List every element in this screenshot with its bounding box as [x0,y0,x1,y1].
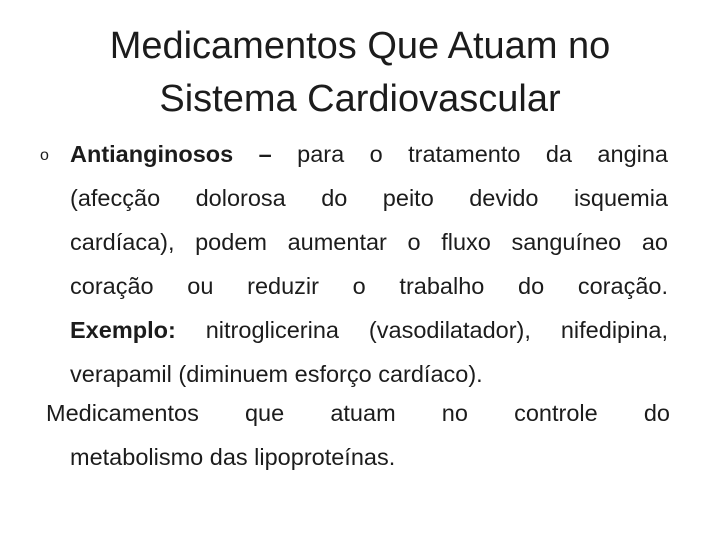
bullet-line-2: (afecção dolorosa do peito devido isquemia [70,185,668,211]
bullet-line-3: cardíaca), podem aumentar o fluxo sanguíneo ao [70,229,668,255]
paragraph2-line-2: metabolismo das lipoproteínas. [70,444,396,470]
bullet-line-1 [70,134,668,174]
page-title [40,20,680,126]
bullet-line-5-text: nitroglicerina (vasodilatador), nifedipina, [175,317,668,343]
bullet-line-5 [70,310,668,350]
bullet-marker: o [40,147,49,164]
example-label: Exemplo: [70,317,176,343]
term-antianginosos: Antianginosos – [70,141,272,167]
title-line-1: Medicamentos Que Atuam no [109,25,611,67]
bullet-line-6: verapamil (diminuem esforço cardíaco). [70,361,483,387]
paragraph2-line-1: Medicamentos que atuam no controle do [46,400,670,426]
bullet-line-4: coração ou reduzir o trabalho do coração. [70,273,668,299]
bullet-line-1-text: para o tratamento da angina [271,141,669,167]
title-line-2: Sistema Cardiovascular [159,78,561,120]
